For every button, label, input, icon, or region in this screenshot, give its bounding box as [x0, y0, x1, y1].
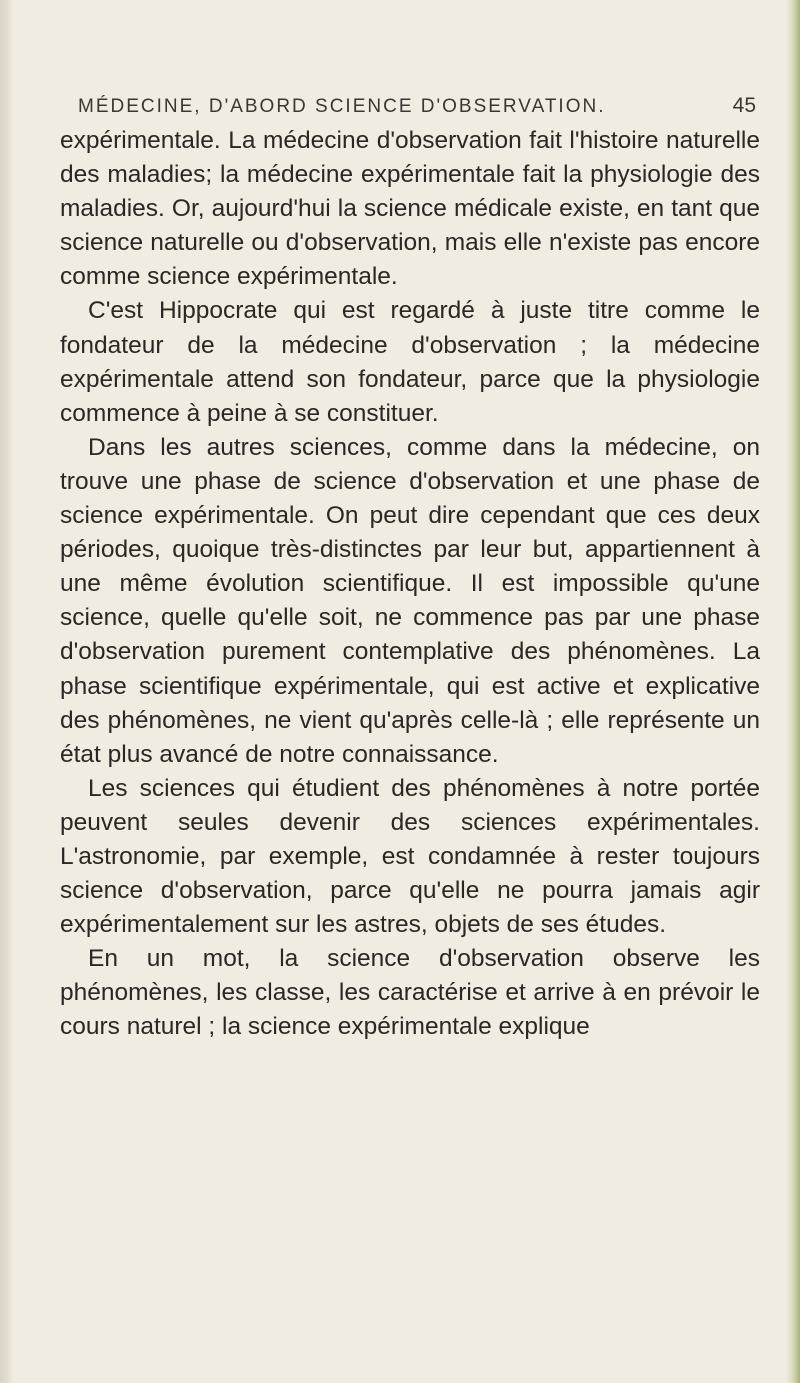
paragraph: En un mot, la science d'observation observe les phénomènes, les classe, les caractérise et arrive à en prévoir le cours naturel ; la science expérimentale explique [60, 945, 760, 1041]
book-page [60, 90, 760, 1045]
paragraph: Dans les autres sciences, comme dans la médecine, on trouve une phase de science d'observation et une phase de science expérimentale. On peut dire cependant que ces deux périodes, quoique très-distinctes par leur but, appartiennent à une même évolution scientifique. Il est impossible qu'une science, quelle qu'elle soit, ne commence pas par une phase d'observation purement contemplative des phénomènes. La phase scientifique expérimentale, qui est active et explicative des phénomènes, ne vient qu'après celle-là ; elle représente un état plus avancé de notre connaissance. [60, 433, 760, 768]
running-head-title: MÉDECINE, D'ABORD SCIENCE D'OBSERVATION. [78, 96, 606, 117]
paragraph: Les sciences qui étudient des phénomènes à notre portée peuvent seules devenir des sciences expérimentales. L'astronomie, par exemple, est condamnée à rester toujours science d'observation, parce qu'elle ne pourra jamais agir expérimentalement sur les astres, objets de ses études. [60, 774, 760, 939]
paragraph: expérimentale. La médecine d'observation fait l'histoire naturelle des maladies; la médecine expérimentale fait la physiologie des maladies. Or, aujourd'hui la science médicale existe, en tant que science naturelle ou d'observation, mais elle n'existe pas encore comme science expérimentale. [60, 127, 760, 291]
page-edge-left [0, 0, 14, 1383]
paragraph: C'est Hippocrate qui est regardé à juste titre comme le fondateur de la médecine d'observation ; la médecine expérimentale attend son fondateur, parce que la physiologie commence à peine à se constituer. [60, 297, 760, 427]
page-edge-right [786, 0, 800, 1383]
body-text [60, 124, 760, 1045]
page-number: 45 [732, 94, 756, 117]
running-head [60, 90, 760, 124]
